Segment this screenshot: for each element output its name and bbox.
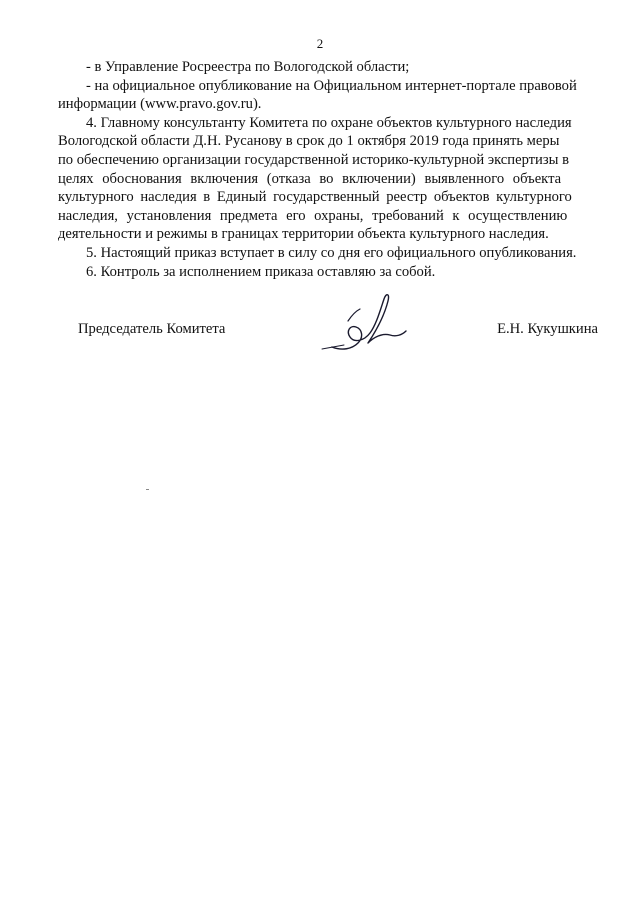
- paragraph-4-line2: Вологодской области Д.Н. Русанову в срок до 1 октября 2019 года принять меры: [58, 133, 560, 150]
- list-item-rosreestr: - в Управление Росреестра по Вологодской области;: [86, 59, 410, 75]
- handwritten-signature: [318, 291, 410, 355]
- paragraph-4-line6: наследия, установления предмета его охраны, требований к осуществлению: [58, 207, 568, 224]
- paragraph-5: 5. Настоящий приказ вступает в силу со дня его официального опубликования.: [86, 244, 577, 261]
- scan-speck: [146, 489, 149, 490]
- signer-name: Е.Н. Кукушкина: [497, 321, 598, 337]
- signer-title: Председатель Комитета: [78, 321, 226, 337]
- signature-block: [78, 321, 598, 401]
- paragraph-6: 6. Контроль за исполнением приказа оставляю за собой.: [86, 263, 436, 280]
- paragraph-4-line7: деятельности и режимы в границах территории объекта культурного наследия.: [58, 226, 549, 243]
- document-body: [58, 58, 599, 281]
- list-item-publication-line1: - на официальное опубликование на Официальном интернет-портале правовой: [86, 77, 577, 94]
- paragraph-4-line5: культурного наследия в Единый государственный реестр объектов культурного: [58, 189, 572, 206]
- paragraph-4-line1: 4. Главному консультанту Комитета по охране объектов культурного наследия: [86, 114, 572, 131]
- paragraph-4-line4: целях обоснования включения (отказа во включении) выявленного объекта: [58, 170, 562, 187]
- list-item-publication-line2: информации (www.pravo.gov.ru).: [58, 96, 262, 113]
- page-number: 2: [316, 36, 324, 51]
- paragraph-4-line3: по обеспечению организации государственной историко-культурной экспертизы в: [58, 151, 569, 168]
